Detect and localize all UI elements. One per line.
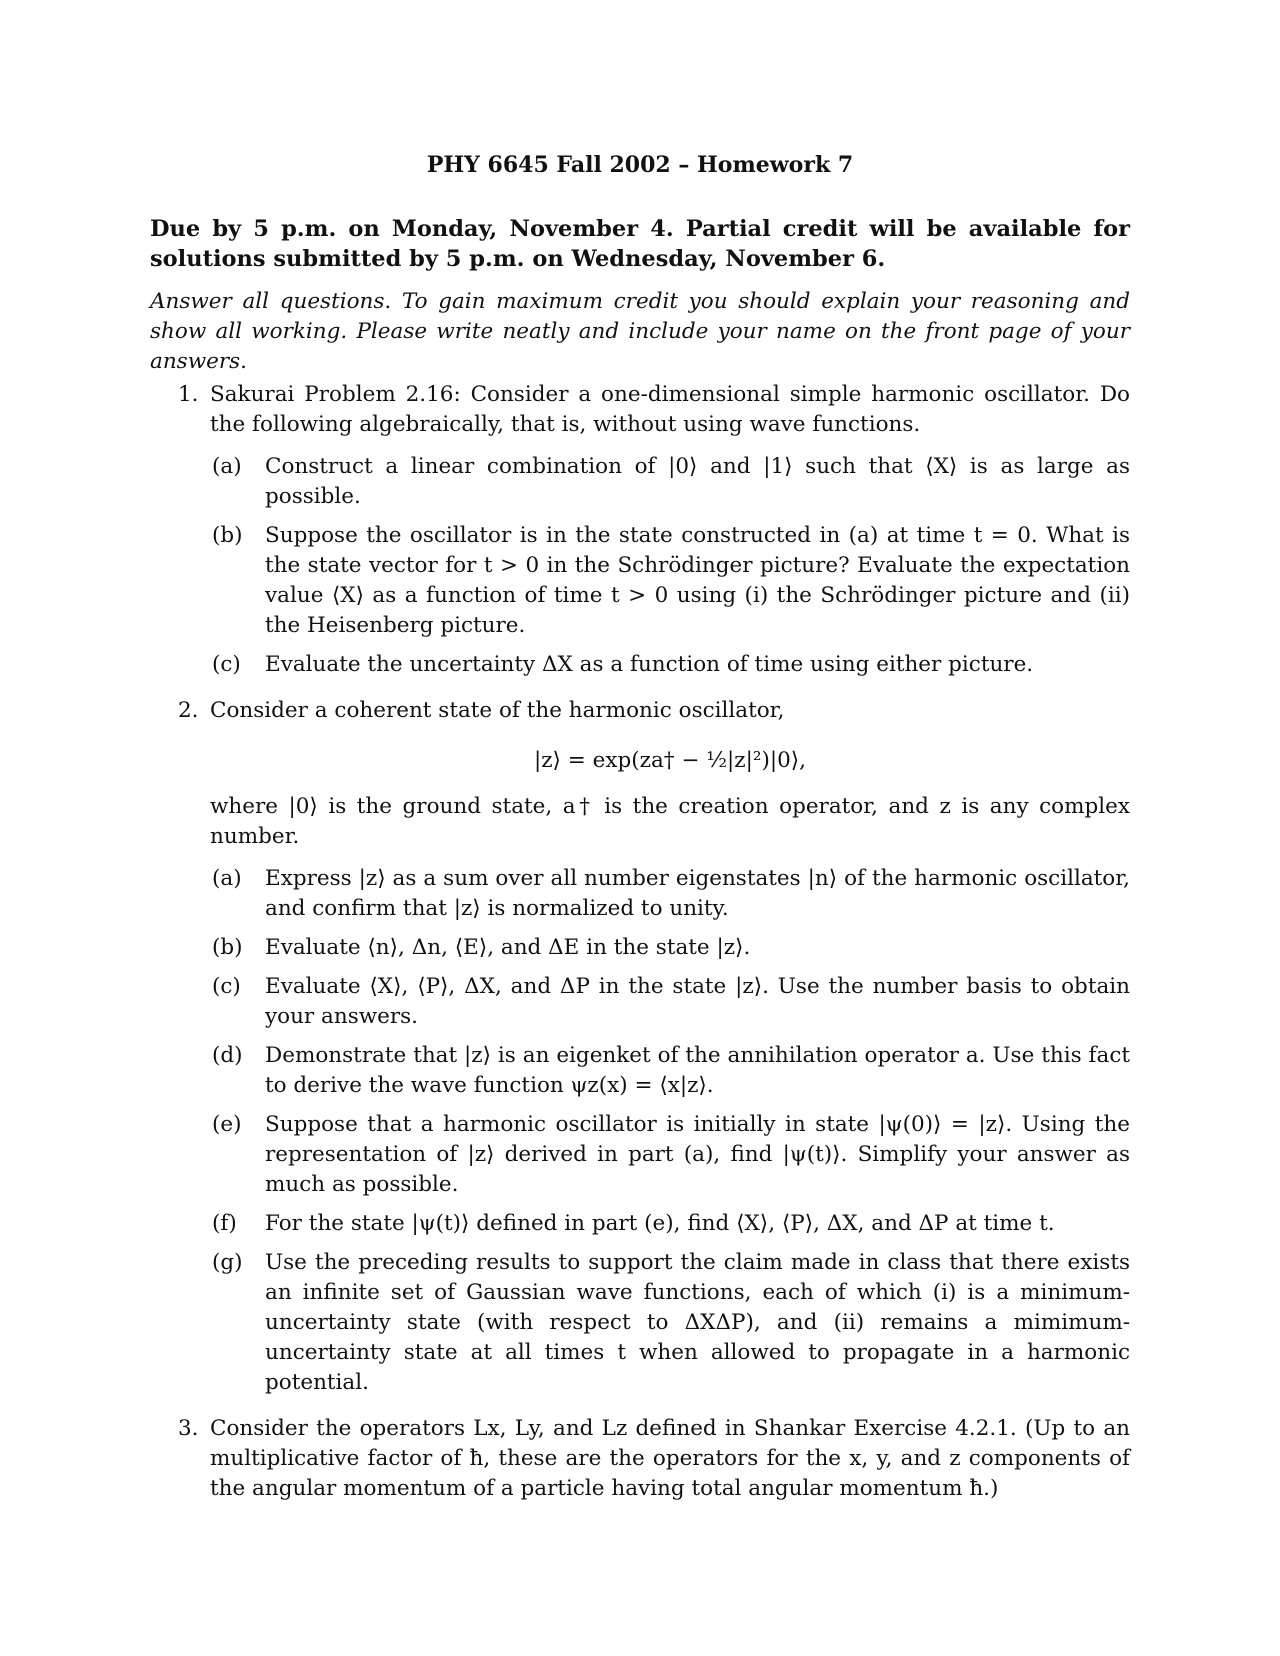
problem-list bbox=[150, 380, 1130, 1504]
part-label: (e) bbox=[212, 1112, 242, 1137]
list-item bbox=[150, 1209, 1130, 1239]
list-item bbox=[150, 1110, 1130, 1200]
problem-number: 2. bbox=[178, 698, 199, 723]
coherent-state-equation: |z⟩ = exp(za† − ½|z|²)|0⟩, bbox=[533, 748, 807, 773]
part-label: (b) bbox=[212, 523, 243, 548]
page-title: PHY 6645 Fall 2002 – Homework 7 bbox=[426, 152, 854, 178]
part-label: (a) bbox=[212, 454, 242, 479]
problem-3 bbox=[150, 1414, 1130, 1504]
list-item bbox=[150, 1248, 1130, 1398]
list-item bbox=[150, 650, 1130, 680]
problem-text-continued: where |0⟩ is the ground state, a† is the creation operator, and z is any complex number. bbox=[210, 794, 1130, 849]
list-item bbox=[150, 864, 1130, 924]
part-text: Express |z⟩ as a sum over all number eigenstates |n⟩ of the harmonic oscillator, and confirm that |z⟩ is normalized to unity. bbox=[265, 866, 1130, 921]
problem-text: Sakurai Problem 2.16: Consider a one-dimensional simple harmonic oscillator. Do the following algebraically, that is, without using wave functions. bbox=[210, 382, 1130, 437]
part-label: (g) bbox=[212, 1250, 243, 1275]
problem-text: Consider a coherent state of the harmonic oscillator, bbox=[210, 698, 785, 723]
problem-2 bbox=[150, 696, 1130, 852]
part-text: Evaluate the uncertainty ΔX as a function of time using either picture. bbox=[265, 652, 1034, 677]
part-text: Evaluate ⟨n⟩, Δn, ⟨E⟩, and ΔE in the state |z⟩. bbox=[265, 935, 751, 960]
list-item bbox=[150, 1041, 1130, 1101]
part-text: Suppose that a harmonic oscillator is initially in state |ψ(0)⟩ = |z⟩. Using the representation of |z⟩ derived in part (a), find |ψ(t)⟩. Simplify your answer as much as possible. bbox=[265, 1112, 1130, 1197]
part-text: For the state |ψ(t)⟩ defined in part (e), find ⟨X⟩, ⟨P⟩, ΔX, and ΔP at time t. bbox=[265, 1211, 1055, 1236]
list-item bbox=[150, 972, 1130, 1032]
part-text: Suppose the oscillator is in the state constructed in (a) at time t = 0. What is the state vector for t > 0 in the Schrödinger picture? Evaluate the expectation value ⟨X⟩ as a function of time t > 0 using (i) the Schrödinger picture and (ii) the Heisenberg picture. bbox=[265, 523, 1130, 638]
instructions: Answer all questions. To gain maximum credit you should explain your reasoning and show all working. Please write neatly and include your name on the front page of your answers. bbox=[150, 289, 1130, 374]
list-item bbox=[150, 933, 1130, 963]
part-text: Demonstrate that |z⟩ is an eigenket of the annihilation operator a. Use this fact to derive the wave function ψz(x) = ⟨x|z⟩. bbox=[265, 1043, 1130, 1098]
part-label: (d) bbox=[212, 1043, 243, 1068]
part-label: (f) bbox=[212, 1211, 237, 1236]
part-label: (c) bbox=[212, 974, 241, 999]
part-text: Evaluate ⟨X⟩, ⟨P⟩, ΔX, and ΔP in the state |z⟩. Use the number basis to obtain your answers. bbox=[265, 974, 1130, 1029]
part-label: (b) bbox=[212, 935, 243, 960]
problem-1-parts bbox=[150, 452, 1130, 680]
part-text: Construct a linear combination of |0⟩ and |1⟩ such that ⟨X⟩ is as large as possible. bbox=[265, 454, 1130, 509]
list-item bbox=[150, 521, 1130, 641]
part-text: Use the preceding results to support the claim made in class that there exists an infinite set of Gaussian wave functions, each of which (i) is a minimum- uncertainty state (with respect to ΔXΔP), and (ii) remains a mimimum-uncertainty state at all times t when allowed to propagate in a harmonic potential. bbox=[265, 1250, 1130, 1395]
problem-number: 1. bbox=[178, 382, 199, 407]
problem-text: Consider the operators Lx, Ly, and Lz defined in Shankar Exercise 4.2.1. (Up to an multiplicative factor of ħ, these are the operators for the x, y, and z components of the angular momentum of a particle having total angular momentum ħ.) bbox=[210, 1416, 1130, 1501]
part-label: (c) bbox=[212, 652, 241, 677]
due-notice: Due by 5 p.m. on Monday, November 4. Partial credit will be available for solutions submitted by 5 p.m. on Wednesday, November 6. bbox=[150, 216, 1130, 272]
problem-1 bbox=[150, 380, 1130, 440]
part-label: (a) bbox=[212, 866, 242, 891]
list-item bbox=[150, 452, 1130, 512]
problem-2-parts bbox=[150, 864, 1130, 1398]
problem-number: 3. bbox=[178, 1416, 199, 1441]
